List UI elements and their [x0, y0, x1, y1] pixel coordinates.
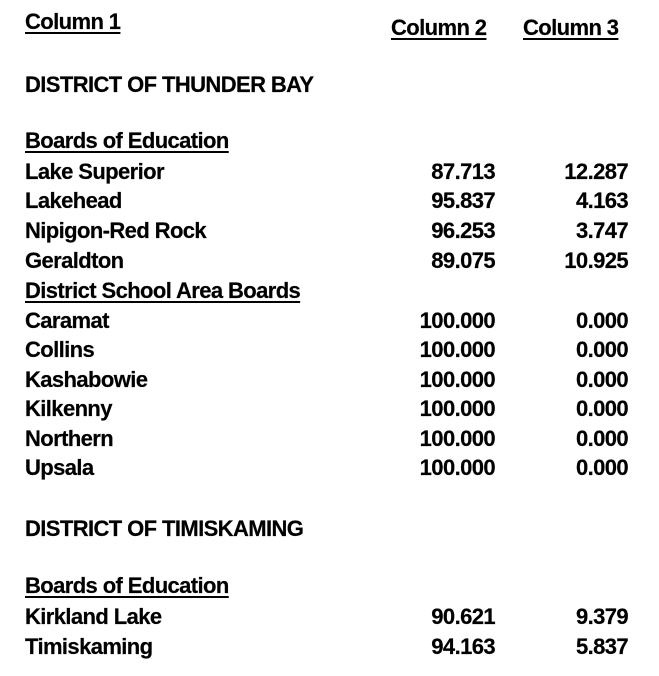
- column-1-header: Column 1: [25, 9, 121, 34]
- row-column-3-value: 3.747: [575, 218, 628, 243]
- column-2-header: Column 2: [391, 15, 487, 40]
- row-name: Kashabowie: [25, 367, 148, 392]
- row-column-3-value: 0.000: [575, 455, 628, 480]
- row-column-3-value: 4.163: [575, 188, 628, 213]
- row-column-3-value: 9.379: [575, 604, 628, 629]
- row-column-3-value: 0.000: [575, 308, 628, 333]
- row-column-2-value: 96.253: [431, 218, 495, 243]
- row-column-2-value: 87.713: [431, 159, 495, 184]
- row-column-2-value: 100.000: [419, 337, 495, 362]
- row-name: Upsala: [25, 455, 94, 480]
- row-column-3-value: 0.000: [575, 426, 628, 451]
- row-column-3-value: 5.837: [575, 634, 628, 659]
- row-column-2-value: 100.000: [419, 455, 495, 480]
- row-column-2-value: 100.000: [419, 396, 495, 421]
- row-name: Timiskaming: [25, 634, 153, 659]
- group-label: Boards of Education: [25, 573, 229, 598]
- row-column-2-value: 89.075: [431, 248, 495, 273]
- row-name: Kirkland Lake: [25, 604, 162, 629]
- row-name: Geraldton: [25, 248, 124, 273]
- row-column-3-value: 10.925: [564, 248, 628, 273]
- row-column-2-value: 94.163: [431, 634, 495, 659]
- row-column-3-value: 0.000: [575, 367, 628, 392]
- row-column-2-value: 100.000: [419, 367, 495, 392]
- district-heading: DISTRICT OF TIMISKAMING: [25, 516, 304, 541]
- row-name: Lake Superior: [25, 159, 164, 184]
- row-column-2-value: 95.837: [431, 188, 495, 213]
- row-column-2-value: 90.621: [431, 604, 495, 629]
- column-3-header: Column 3: [523, 15, 619, 40]
- row-name: Collins: [25, 337, 95, 362]
- group-label: District School Area Boards: [25, 278, 301, 303]
- row-column-2-value: 100.000: [419, 308, 495, 333]
- row-column-3-value: 12.287: [564, 159, 628, 184]
- row-name: Caramat: [25, 308, 109, 333]
- row-name: Nipigon-Red Rock: [25, 218, 207, 243]
- row-column-2-value: 100.000: [419, 426, 495, 451]
- row-column-3-value: 0.000: [575, 337, 628, 362]
- district-heading: DISTRICT OF THUNDER BAY: [25, 72, 314, 97]
- row-name: Lakehead: [25, 188, 122, 213]
- row-column-3-value: 0.000: [575, 396, 628, 421]
- row-name: Kilkenny: [25, 396, 112, 421]
- row-name: Northern: [25, 426, 114, 451]
- group-label: Boards of Education: [25, 128, 229, 153]
